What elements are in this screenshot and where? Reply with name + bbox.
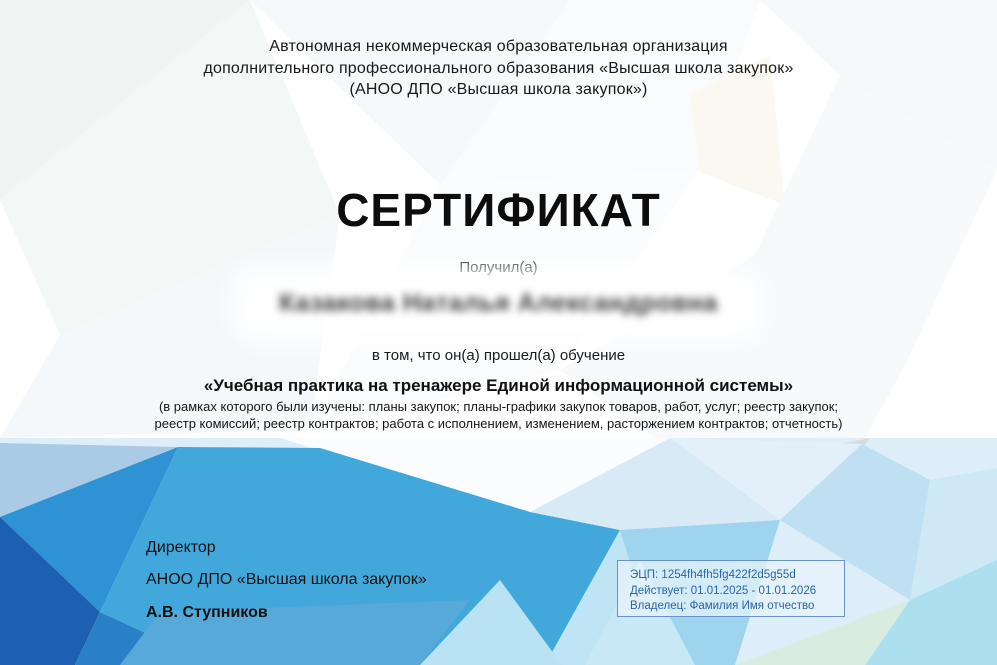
signer-organization: АНОО ДПО «Высшая школа закупок» bbox=[146, 571, 427, 588]
received-label: Получил(а) bbox=[459, 259, 538, 276]
course-title: «Учебная практика на тренажере Единой информационной системы» bbox=[203, 376, 794, 395]
course-details-line-1: (в рамках которого были изучены: планы закупок; планы-графики закупок товаров, работ, услуг; реестр закупок; bbox=[158, 399, 839, 414]
organization-header bbox=[0, 36, 997, 101]
digital-signature-stamp bbox=[617, 560, 845, 617]
certificate-title: СЕРТИФИКАТ bbox=[336, 184, 661, 236]
signature-block bbox=[146, 539, 427, 622]
ecp-owner: Владелец: Фамилия Имя отчество bbox=[630, 600, 815, 612]
ecp-validity: Действует: 01.01.2025 - 01.01.2026 bbox=[630, 584, 817, 597]
ecp-id: ЭЦП: 1254fh4fh5fg422f2d5g55d bbox=[630, 569, 796, 581]
organization-line-3: (АНОО ДПО «Высшая школа закупок») bbox=[349, 81, 648, 98]
organization-line-1: Автономная некоммерческая образовательная организация bbox=[269, 38, 728, 55]
completion-text: в том, что он(а) прошел(а) обучение bbox=[371, 347, 626, 364]
signer-position: Директор bbox=[146, 539, 216, 556]
signer-name: А.В. Ступников bbox=[146, 604, 268, 621]
course-details-line-2: реестр комиссий; реестр контрактов; работа с исполнением, изменением, расторжением контрактов; отчетность) bbox=[154, 415, 843, 431]
organization-line-2: дополнительного профессионального образования «Высшая школа закупок» bbox=[203, 59, 794, 77]
recipient-name: Казакова Наталья Александровна bbox=[279, 289, 718, 317]
course-details bbox=[0, 399, 997, 432]
